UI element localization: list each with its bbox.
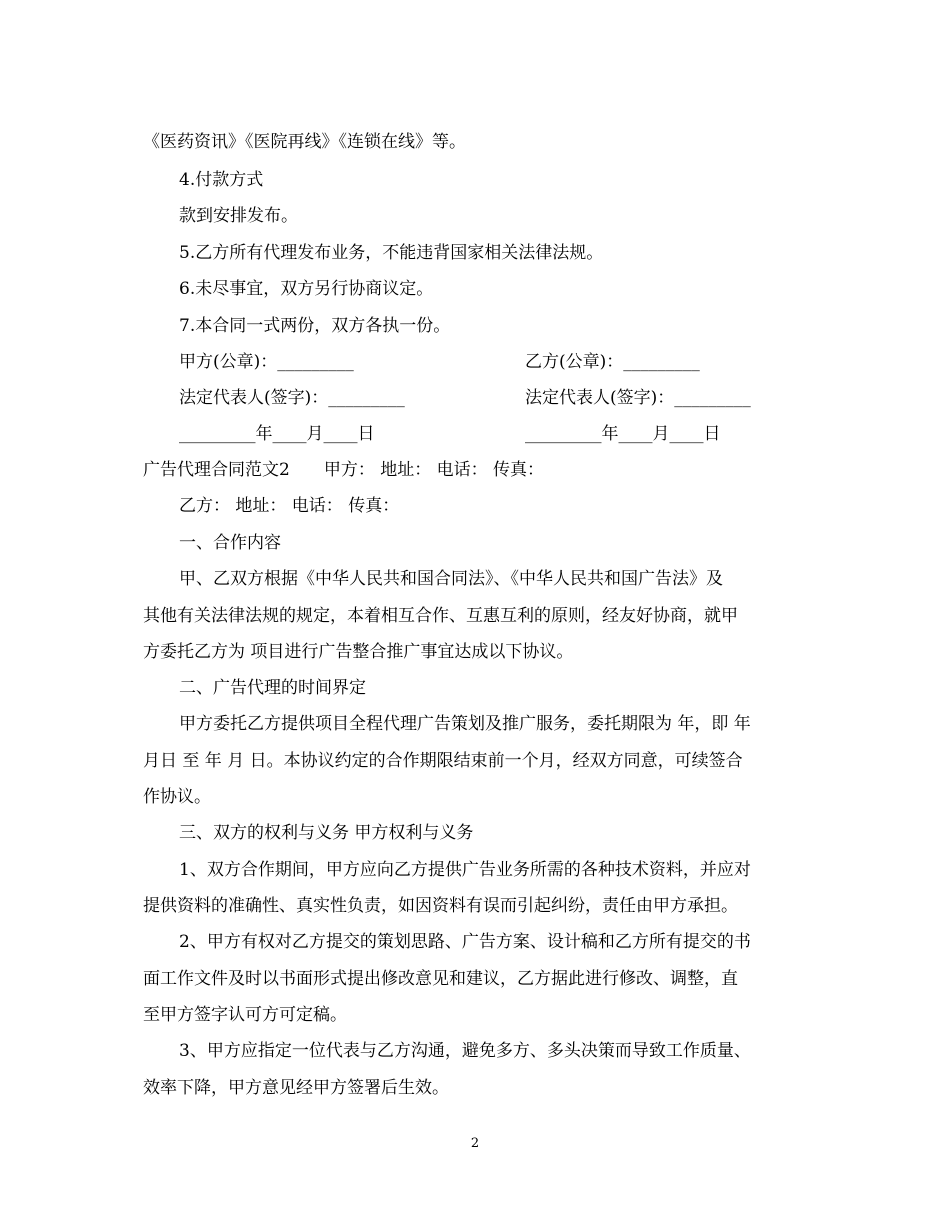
paragraph-line: 月日 至 年 月 日。本协议约定的合作期限结束前一个月，经双方同意，可续签合	[143, 751, 743, 771]
text-line: 《医药资讯》《医院再线》《连锁在线》等。	[143, 132, 466, 152]
paragraph-line: 效率下降，甲方意见经甲方签署后生效。	[143, 1078, 449, 1098]
paragraph-line: 提供资料的准确性、真实性负责，如因资料有误而引起纠纷，责任由甲方承担。	[143, 896, 738, 916]
contract-title-line: 广告代理合同范文2 甲方： 地址： 电话： 传真：	[143, 460, 545, 480]
party-b-representative-field: 法定代表人(签字)：_________	[525, 388, 751, 408]
paragraph-line: 面工作文件及时以书面形式提出修改意见和建议，乙方据此进行修改、调整，直	[143, 969, 738, 989]
party-a-date-field: _________年____月____日	[179, 424, 375, 444]
party-b-seal-field: 乙方(公章)：_________	[525, 352, 700, 372]
section-heading: 三、双方的权利与义务 甲方权利与义务	[179, 823, 474, 843]
text-line: 款到安排发布。	[179, 206, 298, 226]
paragraph-line: 至甲方签字认可方可定稿。	[143, 1005, 347, 1025]
paragraph-line: 1、双方合作期间，甲方应向乙方提供广告业务所需的各种技术资料，并应对	[179, 860, 751, 880]
payment-heading: 4.付款方式	[179, 170, 264, 190]
paragraph-line: 方委托乙方为 项目进行广告整合推广事宜达成以下协议。	[143, 642, 574, 662]
text-line: 5.乙方所有代理发布业务，不能违背国家相关法律法规。	[179, 243, 604, 263]
paragraph-line: 甲方委托乙方提供项目全程代理广告策划及推广服务，委托期限为 年，即 年	[179, 714, 751, 734]
paragraph-line: 2、甲方有权对乙方提交的策划思路、广告方案、设计稿和乙方所有提交的书	[179, 932, 751, 952]
text-line: 7.本合同一式两份，双方各执一份。	[179, 316, 451, 336]
page-number: 2	[470, 1136, 480, 1151]
paragraph-line: 作协议。	[143, 787, 211, 807]
section-heading: 二、广告代理的时间界定	[179, 678, 366, 698]
party-b-info-line: 乙方： 地址： 电话： 传真：	[179, 496, 400, 516]
text-line: 6.未尽事宜，双方另行协商议定。	[179, 279, 434, 299]
party-a-representative-field: 法定代表人(签字)：_________	[179, 388, 405, 408]
party-b-date-field: _________年____月____日	[525, 424, 721, 444]
paragraph-line: 3、甲方应指定一位代表与乙方沟通，避免多方、多头决策而导致工作质量、	[179, 1041, 751, 1061]
section-heading: 一、合作内容	[179, 533, 281, 553]
paragraph-line: 甲、乙双方根据《中华人民共和国合同法》、《中华人民共和国广告法》及	[179, 569, 723, 589]
paragraph-line: 其他有关法律法规的规定，本着相互合作、互惠互利的原则，经友好协商，就甲	[143, 606, 738, 626]
party-a-seal-field: 甲方(公章)：_________	[179, 352, 354, 372]
